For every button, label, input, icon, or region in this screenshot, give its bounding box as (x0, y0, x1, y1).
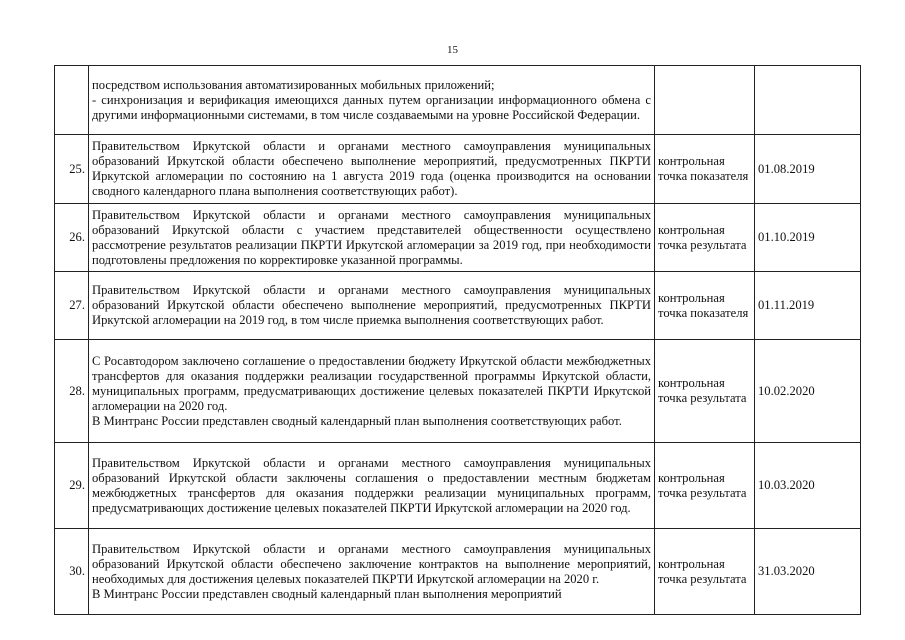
row-text (89, 66, 655, 135)
row-type: контрольная точка результата (655, 204, 755, 272)
row-type: контрольная точка результата (655, 443, 755, 529)
row-paragraph: С Росавтодором заключено соглашение о предоставлении бюджету Иркутской области межбюджетных трансфертов для оказания поддержки реализации государственной программы Иркутской области, муниципальных программ, предусматривающих достижение целевых показателей ПКРТИ Иркутской агломерации на 2020 год. (92, 353, 651, 413)
row-number: 28. (55, 340, 89, 443)
page-number: 15 (447, 44, 458, 56)
table-row (55, 204, 861, 272)
row-paragraph: В Минтранс России представлен сводный календарный план выполнения мероприятий (92, 586, 562, 601)
table-row (55, 135, 861, 204)
row-number: 25. (55, 135, 89, 204)
row-paragraph: Правительством Иркутской области и органами местного самоуправления муниципальных образований Иркутской области с участием представителей общественности осуществлено рассмотрение результатов реализации ПКРТИ Иркутской агломерации за 2019 год, при необходимости подготовлены предложения по корректировке указанной программы. (92, 207, 651, 267)
row-paragraph: Правительством Иркутской области и органами местного самоуправления муниципальных образований Иркутской области обеспечено выполнение мероприятий, предусмотренных ПКРТИ Иркутской агломерации по состоянию на 1 августа 2019 года (оценка производится на основании сводного календарного плана выполнения соответствующих работ). (92, 139, 651, 198)
row-type (655, 66, 755, 135)
schedule-table (54, 65, 861, 615)
row-date: 10.03.2020 (755, 443, 861, 529)
row-text (89, 529, 655, 615)
row-paragraph: - синхронизация и верификация имеющихся данных путем организации информационного обмена с другими информационными системами, в том числе создаваемыми на уровне Российской Федерации. (92, 92, 651, 122)
row-date (755, 66, 861, 135)
row-number (55, 66, 89, 135)
row-paragraph: Правительством Иркутской области и органами местного самоуправления муниципальных образований Иркутской области обеспечено заключение контрактов на выполнение мероприятий, необходимых для достижения целевых показателей ПКРТИ Иркутской агломерации на 2020 г. (92, 541, 651, 586)
row-paragraph: посредством использования автоматизированных мобильных приложений; (92, 77, 495, 92)
row-number: 27. (55, 272, 89, 340)
row-text (89, 340, 655, 443)
row-text (89, 272, 655, 340)
row-number: 26. (55, 204, 89, 272)
row-date: 10.02.2020 (755, 340, 861, 443)
row-text (89, 443, 655, 529)
row-date: 01.11.2019 (755, 272, 861, 340)
row-type: контрольная точка показателя (655, 135, 755, 204)
row-text (89, 135, 655, 204)
row-number: 29. (55, 443, 89, 529)
row-number: 30. (55, 529, 89, 615)
row-text (89, 204, 655, 272)
row-paragraph: Правительством Иркутской области и органами местного самоуправления муниципальных образований Иркутской области обеспечено выполнение мероприятий, предусмотренных ПКРТИ Иркутской агломерации на 2019 год, в том числе приемка выполнения соответствующих работ. (92, 283, 651, 327)
table-row (55, 66, 861, 135)
row-date: 01.10.2019 (755, 204, 861, 272)
row-type: контрольная точка результата (655, 340, 755, 443)
row-date: 01.08.2019 (755, 135, 861, 204)
row-paragraph: Правительством Иркутской области и органами местного самоуправления муниципальных образований Иркутской области заключены соглашения о предоставлении местным бюджетам межбюджетных трансфертов для оказания поддержки реализации муниципальных программ, предусматривающих достижение целевых показателей ПКРТИ Иркутской агломерации на 2020 год. (92, 455, 651, 515)
row-type: контрольная точка результата (655, 529, 755, 615)
table-row (55, 529, 861, 615)
row-date: 31.03.2020 (755, 529, 861, 615)
row-type: контрольная точка показателя (655, 272, 755, 340)
table-row (55, 340, 861, 443)
table-row (55, 443, 861, 529)
row-paragraph: В Минтранс России представлен сводный календарный план выполнения соответствующих работ. (92, 413, 622, 428)
table-row (55, 272, 861, 340)
